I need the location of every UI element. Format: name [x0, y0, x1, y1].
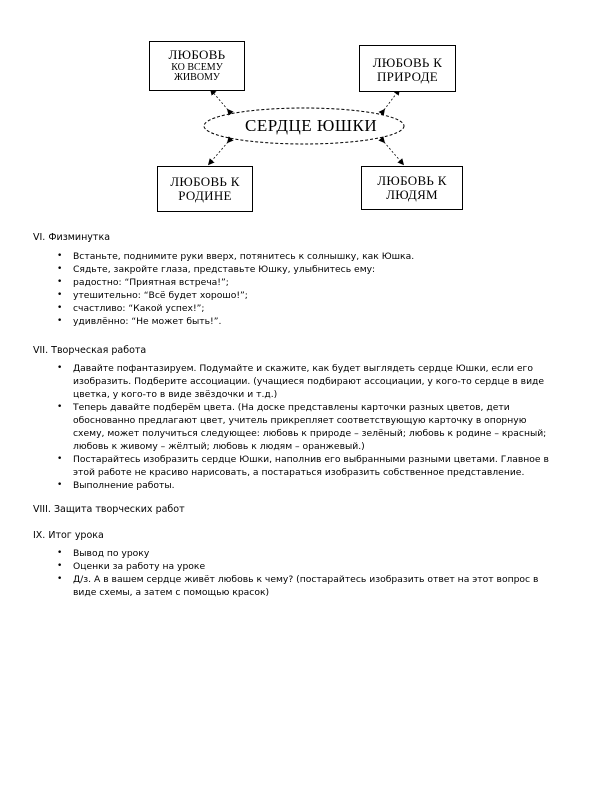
list-item: • Давайте пофантазируем. Подумайте и скажите, как будет выглядеть сердце Юшки, если его изобразить. Подберите ассоциации. (учащиеся подбирают ассоциации, у кого-то сердце в виде цветка, у кого-то в виде звёздочки и т.д.) — [0, 362, 612, 401]
box-love-people: ЛЮБОВЬ К ЛЮДЯМ — [361, 166, 463, 210]
center-label: СЕРДЦЕ ЮШКИ — [245, 116, 378, 135]
scheme-lines — [0, 0, 612, 230]
list-item: • Постарайтесь изобразить сердце Юшки, наполнив его выбранными разными цветами. Главное в этой работе не красиво нарисовать, а постараться изобразить собственное представление. — [0, 453, 612, 479]
box-love-nature: ЛЮБОВЬ К ПРИРОДЕ — [359, 45, 456, 92]
scheme-diagram — [0, 0, 612, 230]
creative-list — [0, 362, 612, 492]
section-heading-warmup: VI. Физминутка — [33, 232, 111, 243]
list-item: • Вывод по уроку — [0, 547, 612, 560]
list-item: • Теперь давайте подберём цвета. (На доске представлены карточки разных цветов, дети обоснованно предлагают цвет, учитель прикрепляет соответствующую карточку в опорную схему, может получиться следующее: любовь к природе – зелёный; любовь к родине – красный; любовь к живому – жёлтый; любовь к людям – оранжевый.) — [0, 401, 612, 453]
list-item: • Встаньте, поднимите руки вверх, потянитесь к солнышку, как Юшка. — [0, 250, 612, 263]
list-item: • удивлённо: “Не может быть!”. — [0, 315, 612, 328]
arrow-bottom-left — [209, 142, 228, 164]
list-item: • счастливо: “Какой успех!”; — [0, 302, 612, 315]
list-item: • Выполнение работы. — [0, 479, 612, 492]
summary-list — [0, 547, 612, 599]
list-item: • Оценки за работу на уроке — [0, 560, 612, 573]
arrow-top-left — [211, 90, 228, 110]
list-item: • радостно: “Приятная встреча!”; — [0, 276, 612, 289]
section-heading-creative: VII. Творческая работа — [33, 345, 147, 356]
box-love-all-living: ЛЮБОВЬ КО ВСЕМУ ЖИВОМУ — [149, 41, 245, 91]
box-love-homeland: ЛЮБОВЬ К РОДИНЕ — [157, 166, 253, 212]
list-item: • утешительно: “Всё будет хорошо!”; — [0, 289, 612, 302]
list-item: • Д/з. А в вашем сердце живёт любовь к чему? (постарайтесь изобразить ответ на этот вопрос в виде схемы, а затем с помощью красок) — [0, 573, 612, 599]
section-heading-defense: VIII. Защита творческих работ — [33, 504, 185, 515]
section-heading-summary: IX. Итог урока — [33, 530, 104, 541]
arrow-bottom-right — [384, 142, 403, 164]
arrow-top-right — [384, 90, 399, 110]
list-item: • Сядьте, закройте глаза, представьте Юшку, улыбнитесь ему: — [0, 263, 612, 276]
warmup-list — [0, 250, 612, 328]
